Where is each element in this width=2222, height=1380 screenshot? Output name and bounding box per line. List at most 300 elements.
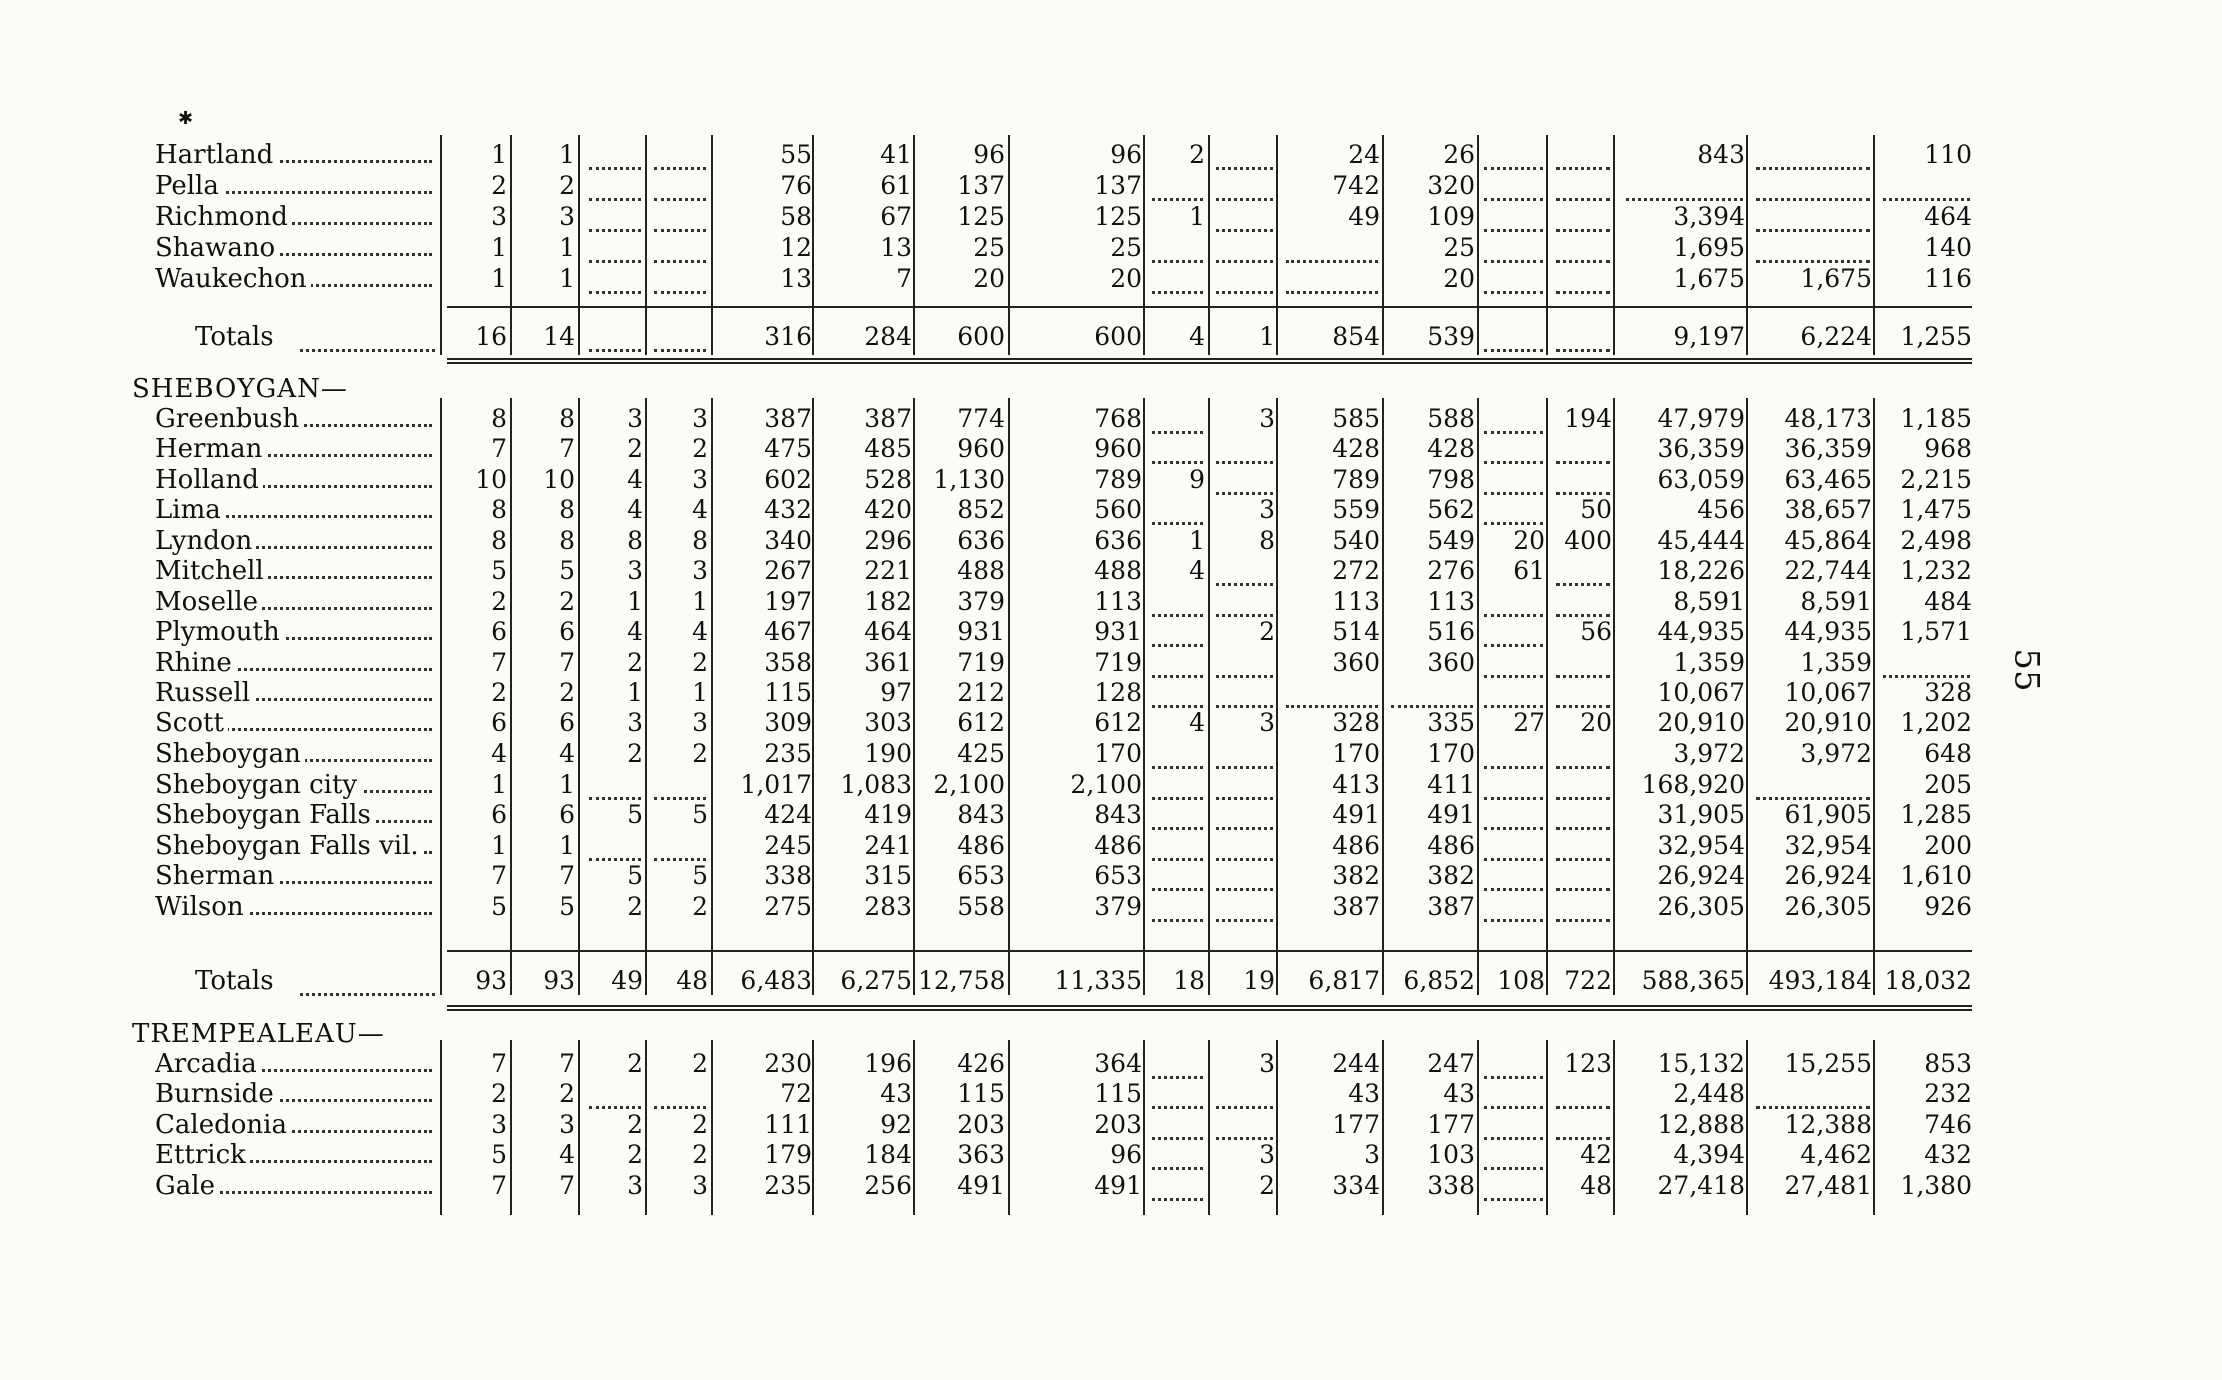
total-rule bbox=[447, 358, 1972, 360]
table-cell: 20,910 bbox=[1657, 708, 1745, 737]
column-rule bbox=[711, 1040, 713, 1215]
empty-cell-dots bbox=[1484, 587, 1543, 617]
table-cell: 12,388 bbox=[1784, 1110, 1872, 1139]
table-cell: 768 bbox=[1094, 404, 1142, 433]
table-cell: 221 bbox=[864, 556, 912, 585]
table-cell: 245 bbox=[764, 831, 812, 860]
column-rule bbox=[1873, 1040, 1875, 1215]
table-cell: 4 bbox=[692, 495, 708, 524]
table-cell: 32,954 bbox=[1784, 831, 1872, 860]
table-cell: 256 bbox=[864, 1171, 912, 1200]
row-label-text: Mitchell bbox=[155, 556, 268, 586]
table-cell: 110 bbox=[1924, 140, 1972, 169]
table-cell: 18,226 bbox=[1657, 556, 1745, 585]
table-cell: 303 bbox=[864, 708, 912, 737]
row-label bbox=[155, 495, 438, 525]
table-cell: 464 bbox=[1924, 202, 1972, 231]
empty-cell-dots bbox=[1152, 617, 1203, 647]
column-rule bbox=[1008, 135, 1010, 355]
table-cell: 6 bbox=[491, 708, 507, 737]
table-cell: 190 bbox=[864, 739, 912, 768]
totals-cell: 854 bbox=[1332, 322, 1380, 351]
table-cell: 6 bbox=[559, 800, 575, 829]
table-cell: 2 bbox=[491, 1079, 507, 1108]
table-cell: 2 bbox=[559, 587, 575, 616]
table-cell: 6 bbox=[559, 708, 575, 737]
totals-cell: 493,184 bbox=[1768, 966, 1872, 995]
table-cell: 361 bbox=[864, 648, 912, 677]
column-rule bbox=[1613, 1040, 1615, 1215]
empty-cell-dots bbox=[1756, 770, 1870, 800]
table-cell: 63,465 bbox=[1784, 465, 1872, 494]
table-cell: 1 bbox=[627, 587, 643, 616]
table-cell: 1,017 bbox=[740, 770, 812, 799]
table-cell: 7 bbox=[491, 434, 507, 463]
column-rule bbox=[1546, 398, 1548, 995]
empty-cell-dots bbox=[1556, 648, 1610, 678]
empty-cell-dots bbox=[1556, 556, 1610, 586]
table-cell: 1,695 bbox=[1673, 233, 1745, 262]
table-cell: 24 bbox=[1348, 140, 1380, 169]
table-cell: 177 bbox=[1427, 1110, 1475, 1139]
table-cell: 170 bbox=[1332, 739, 1380, 768]
empty-cell-dots bbox=[1626, 171, 1743, 201]
table-cell: 115 bbox=[957, 1079, 1005, 1108]
totals-cell: 11,335 bbox=[1054, 966, 1142, 995]
empty-cell-dots bbox=[654, 770, 706, 800]
empty-cell-dots bbox=[1152, 1079, 1203, 1109]
table-cell: 426 bbox=[957, 1049, 1005, 1078]
table-cell: 13 bbox=[880, 233, 912, 262]
table-cell: 464 bbox=[864, 617, 912, 646]
table-cell: 5 bbox=[491, 1140, 507, 1169]
empty-cell-dots bbox=[1556, 739, 1610, 769]
table-cell: 48 bbox=[1580, 1171, 1612, 1200]
totals-cell: 18 bbox=[1173, 966, 1205, 995]
table-cell: 340 bbox=[764, 526, 812, 555]
column-rule bbox=[1546, 1040, 1548, 1215]
totals-cell: 6,852 bbox=[1403, 966, 1475, 995]
table-cell: 7 bbox=[491, 1049, 507, 1078]
empty-cell-dots bbox=[1152, 1140, 1203, 1170]
empty-cell-dots bbox=[1484, 678, 1543, 708]
table-cell: 379 bbox=[957, 587, 1005, 616]
table-cell: 8,591 bbox=[1673, 587, 1745, 616]
table-cell: 1 bbox=[491, 233, 507, 262]
table-cell: 196 bbox=[864, 1049, 912, 1078]
column-rule bbox=[812, 135, 814, 355]
empty-cell-dots bbox=[1216, 1079, 1273, 1109]
empty-cell-dots bbox=[654, 322, 706, 352]
table-cell: 1 bbox=[491, 770, 507, 799]
table-cell: 3 bbox=[1259, 1049, 1275, 1078]
table-cell: 2 bbox=[692, 1049, 708, 1078]
table-cell: 484 bbox=[1924, 587, 1972, 616]
empty-cell-dots bbox=[1556, 831, 1610, 861]
empty-cell-dots bbox=[1556, 264, 1610, 294]
empty-cell-dots bbox=[1484, 465, 1543, 495]
totals-cell: 19 bbox=[1243, 966, 1275, 995]
table-cell: 61 bbox=[880, 171, 912, 200]
empty-cell-dots bbox=[1484, 322, 1543, 352]
column-rule bbox=[1276, 135, 1278, 355]
table-cell: 179 bbox=[764, 1140, 812, 1169]
table-cell: 7 bbox=[896, 264, 912, 293]
empty-cell-dots bbox=[1152, 404, 1203, 434]
table-cell: 8 bbox=[559, 526, 575, 555]
column-rule bbox=[812, 398, 814, 995]
table-cell: 585 bbox=[1332, 404, 1380, 433]
table-cell: 2 bbox=[692, 434, 708, 463]
table-cell: 491 bbox=[957, 1171, 1005, 1200]
table-cell: 38,657 bbox=[1784, 495, 1872, 524]
table-cell: 275 bbox=[764, 892, 812, 921]
table-cell: 20 bbox=[1110, 264, 1142, 293]
totals-cell: 316 bbox=[764, 322, 812, 351]
table-cell: 432 bbox=[1924, 1140, 1972, 1169]
table-cell: 25 bbox=[1110, 233, 1142, 262]
table-cell: 43 bbox=[1348, 1079, 1380, 1108]
table-cell: 1,675 bbox=[1800, 264, 1872, 293]
totals-cell: 49 bbox=[611, 966, 643, 995]
table-cell: 96 bbox=[1110, 140, 1142, 169]
empty-cell-dots bbox=[1286, 678, 1378, 708]
table-cell: 92 bbox=[880, 1110, 912, 1139]
table-cell: 387 bbox=[764, 404, 812, 433]
empty-cell-dots bbox=[1286, 264, 1378, 294]
table-cell: 272 bbox=[1332, 556, 1380, 585]
table-cell: 1 bbox=[559, 140, 575, 169]
table-cell: 8,591 bbox=[1800, 587, 1872, 616]
table-cell: 2 bbox=[1259, 1171, 1275, 1200]
table-cell: 113 bbox=[1427, 587, 1475, 616]
table-cell: 36,359 bbox=[1657, 434, 1745, 463]
total-rule bbox=[447, 1009, 1972, 1011]
empty-cell-dots bbox=[654, 171, 706, 201]
table-cell: 514 bbox=[1332, 617, 1380, 646]
empty-cell-dots bbox=[1883, 171, 1970, 201]
table-cell: 1,185 bbox=[1900, 404, 1972, 433]
empty-cell-dots bbox=[1756, 202, 1870, 232]
row-label-text: Rhine bbox=[155, 648, 236, 678]
row-label bbox=[155, 708, 438, 738]
table-cell: 1,083 bbox=[840, 770, 912, 799]
empty-cell-dots bbox=[1484, 770, 1543, 800]
row-label bbox=[155, 264, 438, 294]
table-cell: 43 bbox=[880, 1079, 912, 1108]
totals-cell: 600 bbox=[1094, 322, 1142, 351]
row-label bbox=[155, 526, 438, 556]
empty-cell-dots bbox=[1556, 171, 1610, 201]
empty-cell-dots bbox=[1152, 678, 1203, 708]
empty-cell-dots bbox=[654, 233, 706, 263]
table-cell: 3 bbox=[692, 708, 708, 737]
empty-cell-dots bbox=[1756, 171, 1870, 201]
totals-cell: 284 bbox=[864, 322, 912, 351]
table-cell: 10 bbox=[475, 465, 507, 494]
row-label bbox=[155, 739, 438, 769]
totals-cell: 48 bbox=[676, 966, 708, 995]
empty-cell-dots bbox=[589, 831, 641, 861]
row-label-text: Caledonia bbox=[155, 1110, 291, 1140]
table-cell: 419 bbox=[864, 800, 912, 829]
table-cell: 7 bbox=[559, 434, 575, 463]
table-cell: 197 bbox=[764, 587, 812, 616]
table-cell: 115 bbox=[764, 678, 812, 707]
table-cell: 309 bbox=[764, 708, 812, 737]
row-label-text: Sheboygan bbox=[155, 739, 305, 769]
row-label-text: Lyndon bbox=[155, 526, 256, 556]
table-cell: 2 bbox=[627, 1110, 643, 1139]
column-rule bbox=[440, 135, 442, 355]
table-cell: 1 bbox=[491, 264, 507, 293]
table-cell: 1 bbox=[559, 233, 575, 262]
empty-cell-dots bbox=[589, 264, 641, 294]
table-cell: 968 bbox=[1924, 434, 1972, 463]
table-cell: 3 bbox=[559, 1110, 575, 1139]
empty-cell-dots bbox=[1484, 861, 1543, 891]
table-cell: 789 bbox=[1094, 465, 1142, 494]
empty-cell-dots bbox=[1216, 140, 1273, 170]
table-cell: 328 bbox=[1924, 678, 1972, 707]
table-cell: 843 bbox=[1697, 140, 1745, 169]
table-cell: 7 bbox=[491, 1171, 507, 1200]
row-label bbox=[155, 587, 438, 617]
table-cell: 5 bbox=[627, 861, 643, 890]
row-label-text: Holland bbox=[155, 465, 263, 495]
table-cell: 10 bbox=[543, 465, 575, 494]
row-label bbox=[155, 233, 438, 263]
table-cell: 653 bbox=[1094, 861, 1142, 890]
row-label-text: Sheboygan Falls bbox=[155, 800, 375, 830]
row-label bbox=[155, 434, 438, 464]
table-cell: 4 bbox=[559, 1140, 575, 1169]
table-cell: 8 bbox=[491, 526, 507, 555]
row-label bbox=[155, 1049, 438, 1079]
table-cell: 12 bbox=[780, 233, 812, 262]
table-cell: 719 bbox=[957, 648, 1005, 677]
row-label-text: Moselle bbox=[155, 587, 262, 617]
totals-cell: 6,224 bbox=[1800, 322, 1872, 351]
table-cell: 428 bbox=[1427, 434, 1475, 463]
table-cell: 26 bbox=[1443, 140, 1475, 169]
row-label bbox=[155, 1171, 438, 1201]
column-rule bbox=[1208, 135, 1210, 355]
table-cell: 203 bbox=[1094, 1110, 1142, 1139]
column-rule bbox=[913, 398, 915, 995]
table-cell: 20 bbox=[1580, 708, 1612, 737]
table-cell: 9 bbox=[1189, 465, 1205, 494]
empty-cell-dots bbox=[1216, 465, 1273, 495]
table-cell: 387 bbox=[864, 404, 912, 433]
table-cell: 475 bbox=[764, 434, 812, 463]
empty-cell-dots bbox=[1556, 465, 1610, 495]
table-cell: 241 bbox=[864, 831, 912, 860]
table-cell: 20,910 bbox=[1784, 708, 1872, 737]
table-cell: 36,359 bbox=[1784, 434, 1872, 463]
row-label-text: Lima bbox=[155, 495, 225, 525]
empty-cell-dots bbox=[654, 140, 706, 170]
column-rule bbox=[1276, 398, 1278, 995]
table-cell: 276 bbox=[1427, 556, 1475, 585]
table-cell: 382 bbox=[1332, 861, 1380, 890]
table-cell: 4 bbox=[1189, 556, 1205, 585]
table-cell: 2 bbox=[491, 678, 507, 707]
table-cell: 5 bbox=[491, 556, 507, 585]
table-cell: 2 bbox=[491, 587, 507, 616]
section-heading: TREMPEALEAU— bbox=[132, 1019, 385, 1049]
empty-cell-dots bbox=[1484, 202, 1543, 232]
row-label-text: Arcadia bbox=[155, 1049, 261, 1079]
column-rule bbox=[1477, 135, 1479, 355]
table-cell: 2,215 bbox=[1900, 465, 1972, 494]
table-cell: 1 bbox=[491, 831, 507, 860]
table-cell: 1,475 bbox=[1900, 495, 1972, 524]
table-cell: 25 bbox=[1443, 233, 1475, 262]
section-heading: SHEBOYGAN— bbox=[132, 374, 348, 404]
table-cell: 230 bbox=[764, 1049, 812, 1078]
table-cell: 123 bbox=[1564, 1049, 1612, 1078]
table-cell: 6 bbox=[559, 617, 575, 646]
empty-cell-dots bbox=[1152, 264, 1203, 294]
empty-cell-dots bbox=[1216, 892, 1273, 922]
table-cell: 425 bbox=[957, 739, 1005, 768]
table-cell: 116 bbox=[1924, 264, 1972, 293]
column-rule bbox=[812, 1040, 814, 1215]
table-cell: 168,920 bbox=[1641, 770, 1745, 799]
column-rule bbox=[1008, 398, 1010, 995]
row-label-text: Sherman bbox=[155, 861, 278, 891]
table-cell: 320 bbox=[1427, 171, 1475, 200]
table-cell: 3 bbox=[1259, 708, 1275, 737]
table-cell: 20 bbox=[1513, 526, 1545, 555]
empty-cell-dots bbox=[1216, 739, 1273, 769]
table-cell: 182 bbox=[864, 587, 912, 616]
empty-cell-dots bbox=[1216, 831, 1273, 861]
row-label-text: Waukechon bbox=[155, 264, 311, 294]
table-cell: 1,675 bbox=[1673, 264, 1745, 293]
empty-cell-dots bbox=[1556, 678, 1610, 708]
empty-cell-dots bbox=[654, 1079, 706, 1109]
column-rule bbox=[645, 398, 647, 995]
table-cell: 61,905 bbox=[1784, 800, 1872, 829]
empty-cell-dots bbox=[1216, 1110, 1273, 1140]
total-rule bbox=[447, 1005, 1972, 1007]
table-cell: 4 bbox=[491, 739, 507, 768]
table-cell: 560 bbox=[1094, 495, 1142, 524]
empty-cell-dots bbox=[654, 831, 706, 861]
table-cell: 3 bbox=[491, 1110, 507, 1139]
column-rule bbox=[913, 135, 915, 355]
row-label-text: Sheboygan Falls vil. bbox=[155, 831, 423, 861]
empty-cell-dots bbox=[1152, 233, 1203, 263]
table-cell: 1,285 bbox=[1900, 800, 1972, 829]
table-cell: 137 bbox=[957, 171, 1005, 200]
empty-cell-dots bbox=[1484, 739, 1543, 769]
empty-cell-dots bbox=[1152, 434, 1203, 464]
table-cell: 387 bbox=[1427, 892, 1475, 921]
table-cell: 1 bbox=[491, 140, 507, 169]
table-cell: 137 bbox=[1094, 171, 1142, 200]
table-cell: 7 bbox=[491, 648, 507, 677]
empty-cell-dots bbox=[1484, 233, 1543, 263]
table-cell: 2 bbox=[559, 171, 575, 200]
row-label-text: Gale bbox=[155, 1171, 219, 1201]
table-cell: 5 bbox=[559, 556, 575, 585]
row-label bbox=[155, 770, 438, 800]
table-cell: 50 bbox=[1580, 495, 1612, 524]
table-cell: 96 bbox=[1110, 1140, 1142, 1169]
table-cell: 3,394 bbox=[1673, 202, 1745, 231]
column-rule bbox=[1477, 1040, 1479, 1215]
table-cell: 2 bbox=[1259, 617, 1275, 646]
table-cell: 379 bbox=[1094, 892, 1142, 921]
column-rule bbox=[1143, 1040, 1145, 1215]
table-cell: 72 bbox=[780, 1079, 812, 1108]
row-label bbox=[155, 1140, 438, 1170]
totals-cell: 539 bbox=[1427, 322, 1475, 351]
empty-cell-dots bbox=[1756, 140, 1870, 170]
column-rule bbox=[578, 135, 580, 355]
table-cell: 931 bbox=[957, 617, 1005, 646]
empty-cell-dots bbox=[1216, 648, 1273, 678]
column-rule bbox=[913, 1040, 915, 1215]
table-cell: 602 bbox=[764, 465, 812, 494]
totals-cell: 108 bbox=[1497, 966, 1545, 995]
row-label bbox=[155, 556, 438, 586]
table-cell: 3 bbox=[692, 465, 708, 494]
table-cell: 653 bbox=[957, 861, 1005, 890]
table-cell: 235 bbox=[764, 1171, 812, 1200]
empty-cell-dots bbox=[1883, 648, 1970, 678]
table-cell: 10,067 bbox=[1657, 678, 1745, 707]
table-cell: 26,924 bbox=[1657, 861, 1745, 890]
totals-cell: 16 bbox=[475, 322, 507, 351]
table-cell: 338 bbox=[764, 861, 812, 890]
row-label-text: Richmond bbox=[155, 202, 292, 232]
empty-cell-dots bbox=[1484, 171, 1543, 201]
column-rule bbox=[1746, 398, 1748, 995]
total-rule bbox=[447, 306, 1972, 308]
table-cell: 7 bbox=[559, 1171, 575, 1200]
table-cell: 67 bbox=[880, 202, 912, 231]
table-cell: 26,924 bbox=[1784, 861, 1872, 890]
table-cell: 6 bbox=[491, 617, 507, 646]
table-cell: 113 bbox=[1332, 587, 1380, 616]
row-label-text: Shawano bbox=[155, 233, 279, 263]
table-cell: 1 bbox=[1189, 526, 1205, 555]
empty-cell-dots bbox=[1556, 322, 1610, 352]
table-cell: 55 bbox=[780, 140, 812, 169]
table-cell: 4 bbox=[559, 739, 575, 768]
column-rule bbox=[645, 135, 647, 355]
column-rule bbox=[1746, 135, 1748, 355]
empty-cell-dots bbox=[1556, 770, 1610, 800]
table-cell: 49 bbox=[1348, 202, 1380, 231]
empty-cell-dots bbox=[589, 770, 641, 800]
table-cell: 1,202 bbox=[1900, 708, 1972, 737]
empty-cell-dots bbox=[1216, 233, 1273, 263]
table-cell: 491 bbox=[1427, 800, 1475, 829]
table-cell: 636 bbox=[957, 526, 1005, 555]
empty-cell-dots bbox=[1556, 892, 1610, 922]
column-rule bbox=[711, 398, 713, 995]
table-cell: 358 bbox=[764, 648, 812, 677]
table-cell: 3 bbox=[1259, 1140, 1275, 1169]
table-cell: 1,359 bbox=[1800, 648, 1872, 677]
table-cell: 636 bbox=[1094, 526, 1142, 555]
table-cell: 5 bbox=[627, 800, 643, 829]
